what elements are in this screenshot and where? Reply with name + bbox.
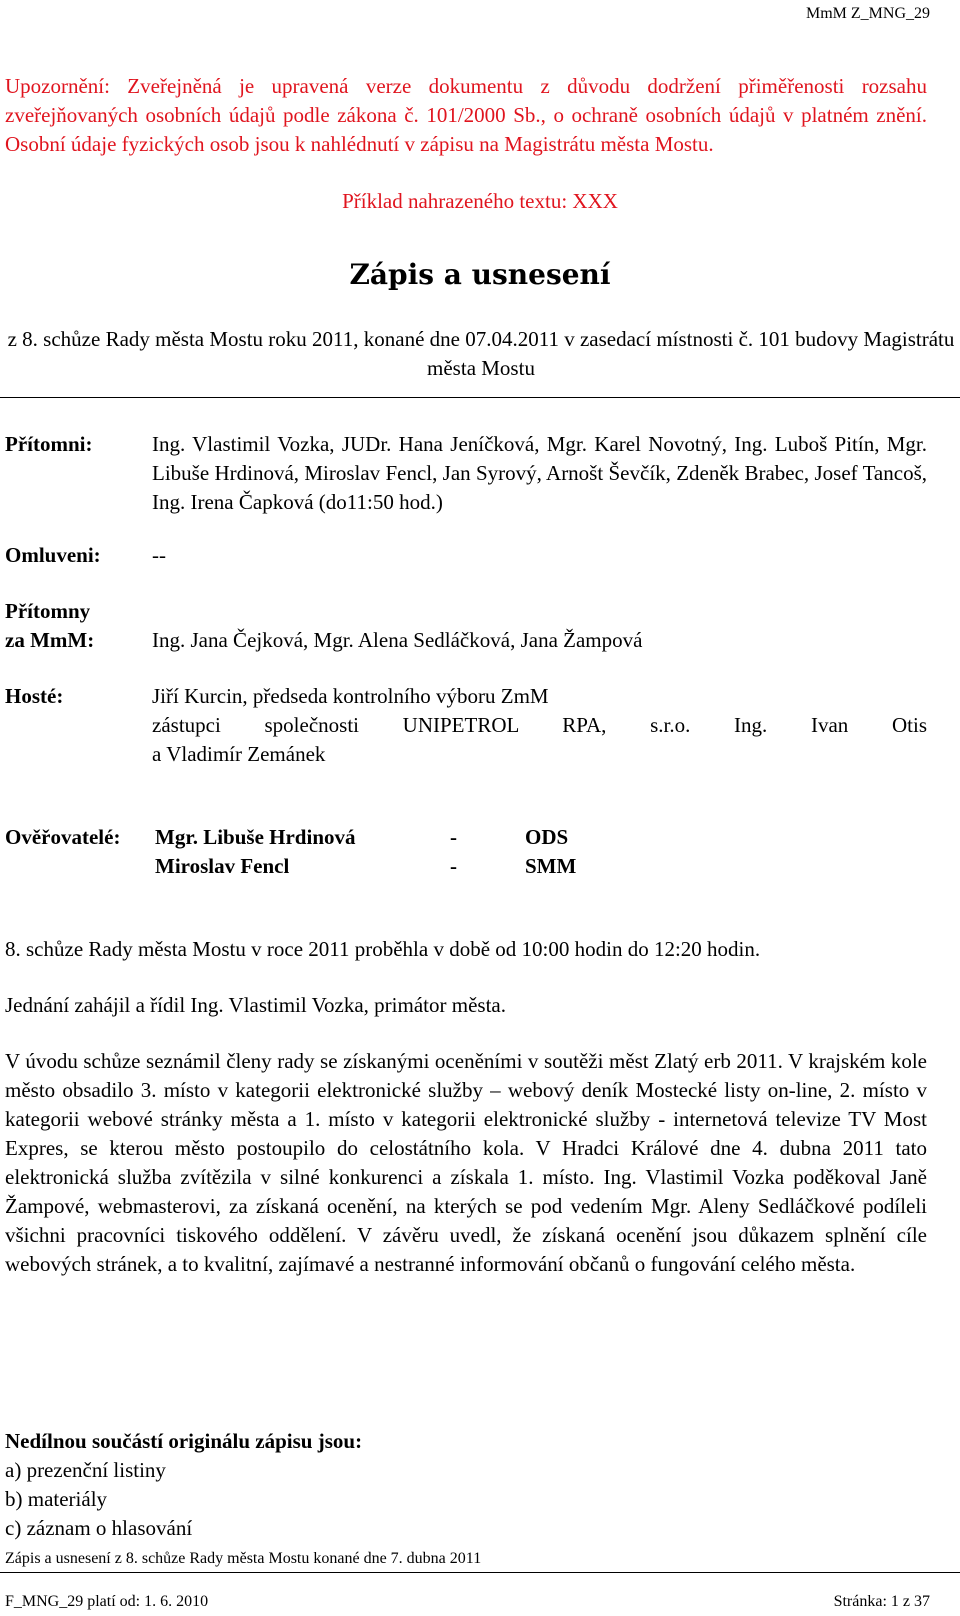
document-title: Zápis a usnesení xyxy=(349,258,611,291)
guests-line-2: zástupci společnosti UNIPETROL RPA, s.r.o. Ing. Ivan Otis xyxy=(152,713,927,737)
document-code: MmM Z_MNG_29 xyxy=(805,5,930,22)
awards-paragraph: V úvodu schůze seznámil členy rady se získanými oceněními v soutěži měst Zlatý erb 2011. V krajském kole město obsadilo 3. místo v kategorii elektronické služby – webový deník Mostecké listy on-line, 2. místo v kategorii webové stránky města a 1. místo v kategorii elektronické služby - internetová televize TV Most Expres, se kterou město postoupilo do celostátního kola. V Hradci Králové dne 4. dubna 2011 tato elektronická služba zvítězila v silné konkurenci a získala 1. místo. Ing. Vlastimil Vozka poděkoval Janě Žampové, webmasterovi, za získaná ocenění, na kterých se pod vedením Mgr. Aleny Sedláčkové podíleli všichni pracovníci tiskového oddělení. V závěru uvedl, že získaná ocenění jsou důkazem splnění cíle webových stránek, a to kvalitní, zajímavé a nestranné informování občanů o fungování celého města. xyxy=(5,1049,927,1276)
footer-document-line: Zápis a usnesení z 8. schůze Rady města Mostu konané dne 7. dubna 2011 xyxy=(5,1550,482,1567)
document-subtitle: z 8. schůze Rady města Mostu roku 2011, konané dne 07.04.2011 v zasedací místnosti č. 101 budovy Magistrátu města Mostu xyxy=(7,327,955,380)
chair-paragraph: Jednání zahájil a řídil Ing. Vlastimil Vozka, primátor města. xyxy=(5,993,506,1017)
mmm-staff-list: Ing. Jana Čejková, Mgr. Alena Sedláčková, Jana Žampová xyxy=(152,628,643,652)
mmm-label-line2: za MmM: xyxy=(5,628,95,652)
attachment-item: c) záznam o hlasování xyxy=(5,1516,193,1540)
verifier-party: ODS xyxy=(525,825,569,849)
verifier-dash: - xyxy=(450,854,457,878)
title-divider xyxy=(0,397,960,398)
verifiers-label: Ověřovatelé: xyxy=(5,825,121,849)
excused-value: -- xyxy=(152,543,166,567)
attachment-item: b) materiály xyxy=(5,1487,108,1511)
guests-list xyxy=(152,682,927,769)
privacy-notice: Upozornění: Zveřejněná je upravená verze dokumentu z důvodu dodržení přiměřenosti rozsahu zveřejňovaných osobních údajů podle zákona č. 101/2000 Sb., o ochraně osobních údajů v platném znění. Osobní údaje fyzických osob jsou k nahlédnutí v zápisu na Magistrátu města Mostu. xyxy=(5,74,927,156)
guests-line-3: a Vladimír Zemánek xyxy=(152,742,326,766)
excused-label: Omluveni: xyxy=(5,543,101,567)
guests-label: Hosté: xyxy=(5,684,64,708)
verifier-name: Mgr. Libuše Hrdinová xyxy=(155,825,356,849)
attachments-heading: Nedílnou součástí originálu zápisu jsou: xyxy=(5,1429,363,1453)
guests-line-1: Jiří Kurcin, předseda kontrolního výboru ZmM xyxy=(152,684,549,708)
present-label: Přítomni: xyxy=(5,432,93,456)
footer-divider xyxy=(0,1572,960,1573)
present-list: Ing. Vlastimil Vozka, JUDr. Hana Jeníčková, Mgr. Karel Novotný, Ing. Luboš Pitín, Mgr. Libuše Hrdinová, Miroslav Fencl, Jan Syrový, Arnošt Ševčík, Zdeněk Brabec, Josef Tancoš, Ing. Irena Čapková (do11:50 hod.) xyxy=(152,432,927,514)
meeting-time-paragraph: 8. schůze Rady města Mostu v roce 2011 proběhla v době od 10:00 hodin do 12:20 hodin. xyxy=(5,937,761,961)
attachment-item: a) prezenční listiny xyxy=(5,1458,166,1482)
verifier-dash: - xyxy=(450,825,457,849)
replacement-example: Příklad nahrazeného textu: XXX xyxy=(342,189,618,213)
footer-validity: F_MNG_29 platí od: 1. 6. 2010 xyxy=(5,1593,209,1610)
page-number: Stránka: 1 z 37 xyxy=(833,1593,930,1610)
verifier-party: SMM xyxy=(525,854,577,878)
verifier-name: Miroslav Fencl xyxy=(155,854,290,878)
mmm-label-line1: Přítomny xyxy=(5,599,91,623)
